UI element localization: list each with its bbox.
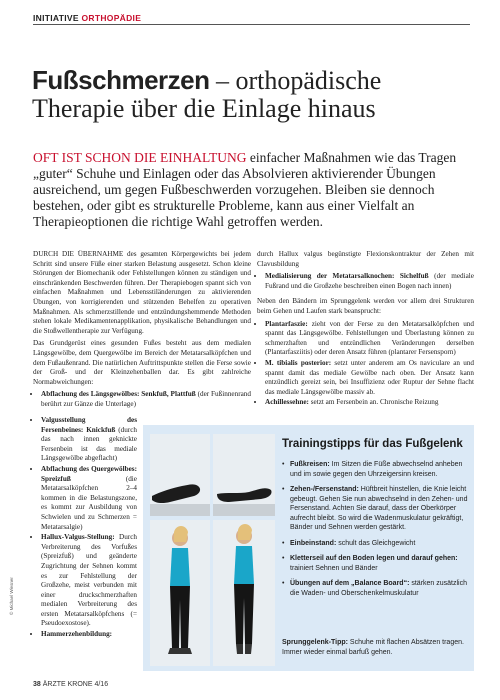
list-item-text: Im Sitzen die Füße abwechselnd anheben und im sowie gegen den Uhrzeigersinn kreisen. <box>290 461 463 478</box>
col1-paragraph-1 <box>33 250 251 336</box>
list-item-text: stärken zusätzlich die Waden- und Oberschenkelmuskulatur <box>290 580 467 597</box>
list-item-term: Abflachung des Längsgewölbes: Senkfuß, Plattfuß <box>41 390 196 399</box>
box-tip-text: Schuhe mit flachen Absätzen tragen. Immer wieder einmal barfuß gehen. <box>282 639 464 656</box>
box-tip-term: Sprunggelenk-Tipp: <box>282 639 348 646</box>
col2-list-2 <box>257 320 474 408</box>
list-item <box>282 460 470 479</box>
photo-heel-stand <box>150 520 210 666</box>
list-item-term: Einbeinstand: <box>290 539 337 547</box>
list-item <box>41 630 137 640</box>
list-item-term: Valgusstellung des Fersenbeines: Knickfuß <box>41 416 137 434</box>
list-item <box>282 485 470 533</box>
list-item-term: Fußkreisen: <box>290 461 330 468</box>
list-item <box>282 554 470 573</box>
lead-caps: OFT IST SCHON DIE EINHALTUNG <box>33 150 247 165</box>
column-1-narrow <box>33 416 137 641</box>
list-item-text: trainiert Sehnen und Bänder <box>290 564 378 572</box>
title-bold: Fußschmerzen <box>32 65 210 95</box>
page-footer <box>33 681 108 688</box>
list-item-term: Medialisierung der Metatarsalknochen: Sichelfuß <box>265 272 429 281</box>
foot-illustration <box>150 434 210 516</box>
list-item-term: Hallux-Valgus-Stellung: <box>41 533 115 542</box>
list-item-text: (der mediale Fußrand und die Großzehe beschreiben einen Bogen nach innen) <box>265 272 474 290</box>
list-item-term: Kletterseil auf den Boden legen und darauf gehen: <box>290 555 458 562</box>
list-item-text: (die Metatarsalköpfchen 2–4 kommen in die Belastungszone, es kommt zur Ausbildung von Schwielen und zu Schmerzen = Metatarsalgie) <box>41 474 137 531</box>
list-item <box>41 465 137 532</box>
box-list <box>282 460 470 604</box>
magazine-issue: ÄRZTE KRONE 4/16 <box>40 681 109 688</box>
list-item <box>265 272 474 291</box>
photo-foot-circling-1 <box>150 434 210 516</box>
column-1 <box>33 250 251 411</box>
header-rule <box>33 24 470 25</box>
col1-p1-text: des gesamten Körpergewichts bei jedem Schritt sind unsere Füße einer starken Belastung ausgesetzt. Schon kleine Störungen der Biomechanik oder Fehlstellungen können zu ständigen und einschränkenden Beschwerden führen. Der Therapiebogen spannt sich von einfachen Maßnahmen und Lebensstiländerungen zu aktivierenden Übungen, von korrigierenden und stützenden Behelfen zu operativen Maßnahmen. Als schmerzstillende und entzündungshemmende Methoden stehen lokale Medikamentenapplikation, physikalische Behandlungen und die Stoßwellentherapie zur Verfügung. <box>33 250 252 335</box>
list-item-term: Hammerzehenbildung: <box>41 630 113 639</box>
list-item <box>265 398 474 408</box>
list-item-term: Übungen auf dem „Balance Board“: <box>290 580 410 587</box>
list-item <box>41 533 137 629</box>
list-item-text: setzt am Fersenbein an. Chronische Reizung <box>308 398 439 407</box>
list-item-text: Durch Verbreiterung des Vorfußes (Spreizfuß) und geänderte Zugrichtung der Sehnen kommt es zur Fehlstellung der Großzehe, meist verbunden mit einer druckschmerzhaften medialen Verbreiterung des ersten Metatarsalköpfchens (= Pseudoexostose). <box>41 533 137 628</box>
foot-illustration <box>213 434 275 516</box>
col1-paragraph-2: Das Grundgerüst eines gesunden Fußes besteht aus dem medialen Längsgewölbe, dem Quergewölbe im Bereich der Metatarsalköpfchen und dem Fußaußenrand. Die natürlichen Auftrittspunkte stellen die Ferse sowie der Groß- und der Kleinzehenballen dar. Es gibt zahlreiche Normabweichungen: <box>33 339 251 386</box>
list-item-text: (der Fußinnenrand berührt zur Gänze die Unterlage) <box>41 390 251 408</box>
col2-list-1 <box>257 272 474 291</box>
photo-foot-circling-2 <box>213 434 275 516</box>
lead-text: einfacher Maßnahmen wie das Tragen „guter“ Schuhe und Einlagen oder das Absolvieren aktivierender Übungen ausreichend, um gegen Fußbeschwerden vorzugehen. Bleiben sie dennoch bestehen, oder gibt es strukturelle Probleme, kann aus einer Vielfalt an Therapieoptionen die richtige Wahl getroffen werden. <box>33 150 457 229</box>
list-item <box>282 539 470 549</box>
list-item <box>41 390 251 409</box>
list-item-text: Hüftbreit hinstellen, die Knie leicht gebeugt. Gehen Sie nun abwechselnd in den Zehen- und Fersenstand. Achten Sie darauf, dass der Oberkörper aufrecht bleibt. So wird die Wadenmuskulatur gekräftigt, Bänder und Sehnen werden gestärkt. <box>290 486 468 531</box>
photo-toe-stand <box>213 520 275 666</box>
title-rest: – orthopädische Therapie über die Einlage hinaus <box>32 66 382 123</box>
list-item-term: Abflachung des Quergewölbes: Spreizfuß <box>41 464 137 483</box>
list-item-text: setzt unter anderem am Os naviculare an und spannt damit das mediale Gewölbe nach oben. Der Ansatz kann entzündlich gereizt sein, bei Insuffizienz oder Ruptur der Sehne flacht das mediale Längsgewölbe massiv ab. <box>265 358 475 396</box>
list-item-term: Plantarfaszie: <box>265 319 308 328</box>
person-illustration <box>213 520 275 666</box>
lead-paragraph <box>33 150 473 230</box>
header-section: ORTHOPÄDIE <box>81 13 142 23</box>
col1-list <box>33 390 251 409</box>
list-item <box>282 579 470 598</box>
list-item-text: schult das Gleichgewicht <box>336 539 416 547</box>
list-item <box>265 320 474 358</box>
list-item-text: zieht von der Ferse zu den Metatarsalköpfchen und spannt das Längsgewölbe. Fehlstellungen und Überlastung können zu schmerzhaften und entzündlichen Veränderungen derselben (Plantarfasziitis) oder deren Ansatz führen (plantarer Fersensporn) <box>265 319 474 357</box>
header-kicker: INITIATIVE <box>33 13 79 23</box>
person-illustration <box>150 520 210 666</box>
col1-p1-caps: DURCH DIE ÜBERNAHME <box>33 250 124 258</box>
col2-top: durch Hallux valgus begünstigte Flexionskontraktur der Zehen mit Clavusbildung <box>257 250 474 268</box>
box-tip <box>282 638 470 657</box>
article-title <box>32 66 472 123</box>
list-item <box>265 359 474 397</box>
section-header <box>33 13 141 23</box>
list-item-term: Achillessehne: <box>265 398 309 407</box>
photo-credit: © Michael Wiesner <box>9 577 14 615</box>
list-item-text: (durch das nach innen geknickte Fersenbein ist das mediale Längsgewölbe abgeflacht) <box>41 425 137 463</box>
list-item-term: Zehen-/Fersenstand: <box>290 486 359 493</box>
list-item-term: M. tibialis posterior: <box>265 358 332 367</box>
list-item <box>41 416 137 464</box>
column-2 <box>257 250 474 409</box>
col1b-list <box>33 416 137 640</box>
col2-paragraph: Neben den Bändern im Sprunggelenk werden vor allem drei Strukturen beim Gehen und Laufen stark beansprucht: <box>257 297 474 315</box>
box-title: Trainingstipps für das Fußgelenk <box>282 438 463 450</box>
page-number: 38 <box>33 681 41 688</box>
